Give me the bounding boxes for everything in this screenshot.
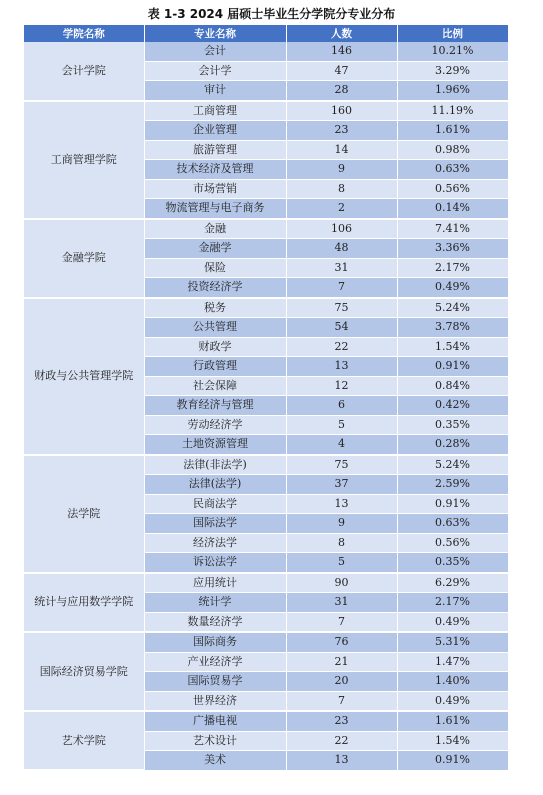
count-cell: 23 xyxy=(286,121,397,141)
ratio-cell: 5.31% xyxy=(397,632,508,652)
major-cell: 投资经济学 xyxy=(144,278,286,298)
ratio-cell: 10.21% xyxy=(397,42,508,61)
major-cell: 国际商务 xyxy=(144,632,286,652)
major-cell: 行政管理 xyxy=(144,357,286,377)
major-cell: 公共管理 xyxy=(144,318,286,338)
major-cell: 物流管理与电子商务 xyxy=(144,199,286,219)
table-row xyxy=(24,101,508,121)
count-cell: 6 xyxy=(286,396,397,416)
major-cell: 旅游管理 xyxy=(144,140,286,160)
ratio-cell: 0.49% xyxy=(397,278,508,298)
ratio-cell: 2.17% xyxy=(397,593,508,613)
major-cell: 金融学 xyxy=(144,239,286,259)
ratio-cell: 1.96% xyxy=(397,81,508,101)
major-cell: 美术 xyxy=(144,751,286,771)
count-cell: 28 xyxy=(286,81,397,101)
count-cell: 90 xyxy=(286,573,397,593)
header-major: 专业名称 xyxy=(144,25,286,42)
header-count: 人数 xyxy=(286,25,397,42)
major-cell: 保险 xyxy=(144,258,286,278)
ratio-cell: 1.40% xyxy=(397,672,508,692)
table-row xyxy=(24,573,508,593)
ratio-cell: 3.78% xyxy=(397,318,508,338)
count-cell: 23 xyxy=(286,711,397,731)
count-cell: 7 xyxy=(286,691,397,711)
table-row xyxy=(24,298,508,318)
ratio-cell: 5.24% xyxy=(397,298,508,318)
ratio-cell: 2.59% xyxy=(397,475,508,495)
header-row xyxy=(24,25,508,42)
count-cell: 54 xyxy=(286,318,397,338)
ratio-cell: 0.63% xyxy=(397,160,508,180)
college-cell: 统计与应用数学学院 xyxy=(24,573,144,633)
count-cell: 31 xyxy=(286,258,397,278)
count-cell: 7 xyxy=(286,612,397,632)
header-college: 学院名称 xyxy=(24,25,144,42)
ratio-cell: 1.54% xyxy=(397,337,508,357)
count-cell: 8 xyxy=(286,533,397,553)
major-cell: 产业经济学 xyxy=(144,652,286,672)
count-cell: 48 xyxy=(286,239,397,259)
ratio-cell: 11.19% xyxy=(397,101,508,121)
ratio-cell: 2.17% xyxy=(397,258,508,278)
count-cell: 20 xyxy=(286,672,397,692)
count-cell: 13 xyxy=(286,494,397,514)
count-cell: 22 xyxy=(286,731,397,751)
table-row xyxy=(24,42,508,61)
ratio-cell: 1.54% xyxy=(397,731,508,751)
major-cell: 艺术设计 xyxy=(144,731,286,751)
ratio-cell: 0.91% xyxy=(397,494,508,514)
count-cell: 76 xyxy=(286,632,397,652)
major-cell: 应用统计 xyxy=(144,573,286,593)
count-cell: 22 xyxy=(286,337,397,357)
count-cell: 9 xyxy=(286,160,397,180)
table-row xyxy=(24,455,508,475)
count-cell: 21 xyxy=(286,652,397,672)
major-cell: 统计学 xyxy=(144,593,286,613)
ratio-cell: 0.56% xyxy=(397,179,508,199)
ratio-cell: 0.91% xyxy=(397,751,508,771)
count-cell: 14 xyxy=(286,140,397,160)
ratio-cell: 0.56% xyxy=(397,533,508,553)
major-cell: 工商管理 xyxy=(144,101,286,121)
major-cell: 诉讼法学 xyxy=(144,553,286,573)
major-distribution-table xyxy=(24,25,509,771)
major-cell: 审计 xyxy=(144,81,286,101)
ratio-cell: 1.61% xyxy=(397,711,508,731)
major-cell: 社会保障 xyxy=(144,376,286,396)
count-cell: 146 xyxy=(286,42,397,61)
count-cell: 9 xyxy=(286,514,397,534)
count-cell: 12 xyxy=(286,376,397,396)
ratio-cell: 0.28% xyxy=(397,435,508,455)
major-cell: 数量经济学 xyxy=(144,612,286,632)
table-title: 表 1-3 2024 届硕士毕业生分学院分专业分布 xyxy=(147,7,396,21)
count-cell: 4 xyxy=(286,435,397,455)
table-row xyxy=(24,219,508,239)
ratio-cell: 0.35% xyxy=(397,415,508,435)
major-cell: 市场营销 xyxy=(144,179,286,199)
ratio-cell: 1.47% xyxy=(397,652,508,672)
major-cell: 法律(非法学) xyxy=(144,455,286,475)
major-cell: 会计学 xyxy=(144,61,286,81)
major-cell: 财政学 xyxy=(144,337,286,357)
count-cell: 31 xyxy=(286,593,397,613)
table-row xyxy=(24,711,508,731)
count-cell: 13 xyxy=(286,751,397,771)
major-cell: 土地资源管理 xyxy=(144,435,286,455)
major-cell: 法律(法学) xyxy=(144,475,286,495)
ratio-cell: 6.29% xyxy=(397,573,508,593)
count-cell: 5 xyxy=(286,415,397,435)
major-cell: 世界经济 xyxy=(144,691,286,711)
count-cell: 106 xyxy=(286,219,397,239)
major-cell: 税务 xyxy=(144,298,286,318)
count-cell: 75 xyxy=(286,455,397,475)
ratio-cell: 3.36% xyxy=(397,239,508,259)
count-cell: 160 xyxy=(286,101,397,121)
table-body xyxy=(24,42,508,770)
ratio-cell: 0.84% xyxy=(397,376,508,396)
table-row xyxy=(24,632,508,652)
ratio-cell: 7.41% xyxy=(397,219,508,239)
ratio-cell: 0.35% xyxy=(397,553,508,573)
major-cell: 企业管理 xyxy=(144,121,286,141)
count-cell: 13 xyxy=(286,357,397,377)
college-cell: 金融学院 xyxy=(24,219,144,298)
college-cell: 工商管理学院 xyxy=(24,101,144,219)
header-ratio: 比例 xyxy=(397,25,508,42)
major-cell: 国际贸易学 xyxy=(144,672,286,692)
ratio-cell: 3.29% xyxy=(397,61,508,81)
college-cell: 艺术学院 xyxy=(24,711,144,770)
major-cell: 经济法学 xyxy=(144,533,286,553)
major-cell: 广播电视 xyxy=(144,711,286,731)
count-cell: 8 xyxy=(286,179,397,199)
ratio-cell: 0.63% xyxy=(397,514,508,534)
college-cell: 国际经济贸易学院 xyxy=(24,632,144,711)
major-cell: 劳动经济学 xyxy=(144,415,286,435)
count-cell: 2 xyxy=(286,199,397,219)
count-cell: 7 xyxy=(286,278,397,298)
count-cell: 47 xyxy=(286,61,397,81)
count-cell: 37 xyxy=(286,475,397,495)
ratio-cell: 1.61% xyxy=(397,121,508,141)
ratio-cell: 0.98% xyxy=(397,140,508,160)
major-cell: 民商法学 xyxy=(144,494,286,514)
major-cell: 国际法学 xyxy=(144,514,286,534)
count-cell: 5 xyxy=(286,553,397,573)
count-cell: 75 xyxy=(286,298,397,318)
college-cell: 法学院 xyxy=(24,455,144,573)
ratio-cell: 0.49% xyxy=(397,691,508,711)
college-cell: 会计学院 xyxy=(24,42,144,101)
major-cell: 技术经济及管理 xyxy=(144,160,286,180)
major-cell: 金融 xyxy=(144,219,286,239)
ratio-cell: 0.14% xyxy=(397,199,508,219)
major-cell: 会计 xyxy=(144,42,286,61)
college-cell: 财政与公共管理学院 xyxy=(24,298,144,455)
major-cell: 教育经济与管理 xyxy=(144,396,286,416)
ratio-cell: 0.91% xyxy=(397,357,508,377)
ratio-cell: 5.24% xyxy=(397,455,508,475)
ratio-cell: 0.49% xyxy=(397,612,508,632)
ratio-cell: 0.42% xyxy=(397,396,508,416)
